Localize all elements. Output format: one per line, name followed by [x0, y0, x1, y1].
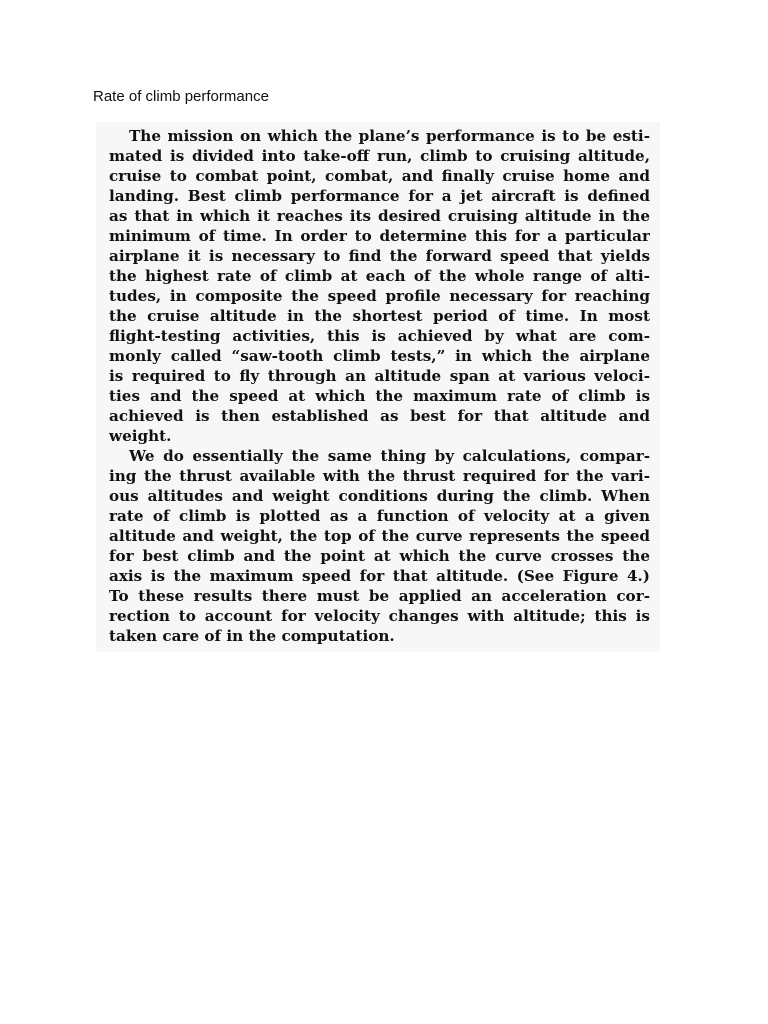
text-line: tudes, in composite the speed profile necessary for reaching — [109, 287, 650, 305]
text-line: ing the thrust available with the thrust required for the vari- — [109, 467, 650, 485]
text-line: flight-testing activities, this is achieved by what are com- — [109, 327, 650, 345]
text-line: mated is divided into take-off run, climb to cruising altitude, — [109, 147, 650, 165]
text-line: The mission on which the plane’s performance is to be esti- — [129, 127, 650, 145]
text-line: as that in which it reaches its desired cruising altitude in the — [109, 207, 650, 225]
text-line: weight. — [109, 427, 172, 445]
text-line: the highest rate of climb at each of the whole range of alti- — [109, 267, 650, 285]
text-line: taken care of in the computation. — [109, 627, 395, 645]
text-line: rection to account for velocity changes with altitude; this is — [109, 607, 650, 625]
text-line: ties and the speed at which the maximum rate of climb is — [109, 387, 650, 405]
text-line: cruise to combat point, combat, and finally cruise home and — [109, 167, 650, 185]
text-line: landing. Best climb performance for a jet aircraft is defined — [109, 187, 650, 205]
text-line: the cruise altitude in the shortest period of time. In most — [109, 307, 650, 325]
paragraph-1 — [109, 126, 650, 446]
page-title: Rate of climb performance — [93, 88, 269, 105]
text-line: ous altitudes and weight conditions during the climb. When — [109, 487, 650, 505]
text-line: monly called “saw-tooth climb tests,” in which the airplane — [109, 347, 650, 365]
paragraph-2 — [109, 446, 650, 646]
text-line: for best climb and the point at which the curve crosses the — [109, 547, 650, 565]
text-line: We do essentially the same thing by calculations, compar- — [129, 447, 650, 465]
text-line: To these results there must be applied an acceleration cor- — [109, 587, 650, 605]
text-line: is required to fly through an altitude span at various veloci- — [109, 367, 650, 385]
text-line: minimum of time. In order to determine this for a particular — [109, 227, 650, 245]
text-line: axis is the maximum speed for that altitude. (See Figure 4.) — [109, 567, 650, 585]
text-line: rate of climb is plotted as a function of velocity at a given — [109, 507, 650, 525]
text-line: achieved is then established as best for that altitude and — [109, 407, 650, 425]
text-line: airplane it is necessary to find the forward speed that yields — [109, 247, 650, 265]
scanned-text-excerpt — [96, 122, 660, 652]
text-line: altitude and weight, the top of the curve represents the speed — [109, 527, 650, 545]
